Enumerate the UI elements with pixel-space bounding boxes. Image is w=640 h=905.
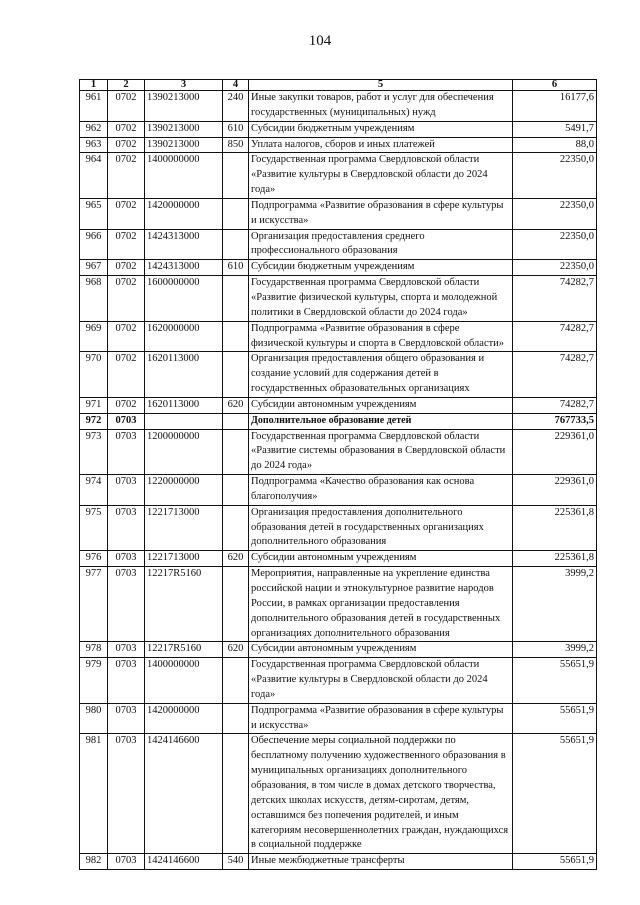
section-code-cell: 0702	[108, 276, 145, 322]
section-code-cell: 0702	[108, 198, 145, 229]
row-number-cell: 968	[80, 276, 108, 322]
expense-kind-cell: 620	[223, 551, 249, 567]
name-cell: Организация предоставления среднего профессионального образования	[249, 229, 513, 260]
table-row	[80, 229, 597, 260]
target-code-cell	[145, 413, 223, 429]
row-number-cell: 978	[80, 642, 108, 658]
column-header: 1	[80, 80, 108, 91]
expense-kind-cell	[223, 198, 249, 229]
table-row	[80, 397, 597, 413]
table-body	[80, 91, 597, 870]
expense-kind-cell	[223, 703, 249, 734]
amount-cell: 3999,2	[513, 642, 597, 658]
target-code-cell: 1424146600	[145, 734, 223, 854]
table-row	[80, 413, 597, 429]
row-number-cell: 963	[80, 137, 108, 153]
expense-kind-cell: 240	[223, 91, 249, 122]
target-code-cell: 1620113000	[145, 352, 223, 398]
expense-kind-cell: 620	[223, 642, 249, 658]
section-code-cell: 0702	[108, 260, 145, 276]
row-number-cell: 970	[80, 352, 108, 398]
amount-cell: 88,0	[513, 137, 597, 153]
column-header: 2	[108, 80, 145, 91]
amount-cell: 22350,0	[513, 153, 597, 199]
scan-speck	[157, 877, 158, 878]
column-header: 5	[249, 80, 513, 91]
name-cell: Подпрограмма «Развитие образования в сфере культуры и искусства»	[249, 703, 513, 734]
row-number-cell: 967	[80, 260, 108, 276]
table-row	[80, 567, 597, 642]
target-code-cell: 1600000000	[145, 276, 223, 322]
name-cell: Уплата налогов, сборов и иных платежей	[249, 137, 513, 153]
target-code-cell: 1221713000	[145, 551, 223, 567]
target-code-cell: 1400000000	[145, 658, 223, 704]
table-row	[80, 198, 597, 229]
amount-cell: 22350,0	[513, 229, 597, 260]
row-number-cell: 964	[80, 153, 108, 199]
row-number-cell: 982	[80, 854, 108, 870]
amount-cell: 74282,7	[513, 321, 597, 352]
amount-cell: 55651,9	[513, 854, 597, 870]
amount-cell: 225361,8	[513, 551, 597, 567]
name-cell: Субсидии автономным учреждениям	[249, 642, 513, 658]
expense-kind-cell	[223, 321, 249, 352]
table-row	[80, 658, 597, 704]
row-number-cell: 965	[80, 198, 108, 229]
section-code-cell: 0702	[108, 397, 145, 413]
amount-cell: 55651,9	[513, 734, 597, 854]
page-number: 104	[308, 33, 332, 49]
name-cell: Обеспечение меры социальной поддержки по бесплатному получению художественного образования в муниципальных организациях дополнительного образования, в том числе в домах детского творчества, детских школах искусств, детям-сиротам, детям, оставшимся без попечения родителей, и иным категориям несовершеннолетних граждан, нуждающихся в социальной поддержке	[249, 734, 513, 854]
section-code-cell: 0703	[108, 413, 145, 429]
table-row	[80, 642, 597, 658]
expense-kind-cell	[223, 276, 249, 322]
row-number-cell: 966	[80, 229, 108, 260]
target-code-cell: 12217R5160	[145, 642, 223, 658]
expense-kind-cell	[223, 505, 249, 551]
section-code-cell: 0703	[108, 734, 145, 854]
section-code-cell: 0703	[108, 658, 145, 704]
amount-cell: 229361,0	[513, 475, 597, 506]
section-code-cell: 0702	[108, 137, 145, 153]
section-code-cell: 0703	[108, 854, 145, 870]
name-cell: Подпрограмма «Развитие образования в сфере культуры и искусства»	[249, 198, 513, 229]
target-code-cell: 1424146600	[145, 854, 223, 870]
amount-cell: 3999,2	[513, 567, 597, 642]
table-row	[80, 260, 597, 276]
section-code-cell: 0703	[108, 551, 145, 567]
row-number-cell: 979	[80, 658, 108, 704]
section-code-cell: 0702	[108, 229, 145, 260]
section-code-cell: 0703	[108, 703, 145, 734]
table-row	[80, 551, 597, 567]
table-row	[80, 734, 597, 854]
target-code-cell: 1200000000	[145, 429, 223, 475]
amount-cell: 16177,6	[513, 91, 597, 122]
section-code-cell: 0703	[108, 475, 145, 506]
target-code-cell: 1620000000	[145, 321, 223, 352]
name-cell: Организация предоставления дополнительного образования детей в государственных организациях дополнительного образования	[249, 505, 513, 551]
table-row	[80, 703, 597, 734]
name-cell: Государственная программа Свердловской области «Развитие культуры в Свердловской области до 2024 года»	[249, 153, 513, 199]
target-code-cell: 1221713000	[145, 505, 223, 551]
target-code-cell: 1620113000	[145, 397, 223, 413]
amount-cell: 5491,7	[513, 121, 597, 137]
name-cell: Иные межбюджетные трансферты	[249, 854, 513, 870]
section-code-cell: 0702	[108, 153, 145, 199]
amount-cell: 55651,9	[513, 703, 597, 734]
expense-kind-cell: 620	[223, 397, 249, 413]
table-row	[80, 321, 597, 352]
table-row	[80, 429, 597, 475]
expense-kind-cell: 540	[223, 854, 249, 870]
table-row	[80, 153, 597, 199]
row-number-cell: 980	[80, 703, 108, 734]
section-code-cell: 0702	[108, 352, 145, 398]
name-cell: Государственная программа Свердловской области «Развитие физической культуры, спорта и молодежной политики в Свердловской области до 2024 года»	[249, 276, 513, 322]
amount-cell: 74282,7	[513, 276, 597, 322]
expense-kind-cell	[223, 229, 249, 260]
section-code-cell: 0702	[108, 321, 145, 352]
budget-table	[79, 79, 597, 870]
section-code-cell: 0703	[108, 567, 145, 642]
row-number-cell: 961	[80, 91, 108, 122]
table-row	[80, 276, 597, 322]
target-code-cell: 1390213000	[145, 91, 223, 122]
row-number-cell: 972	[80, 413, 108, 429]
row-number-cell: 973	[80, 429, 108, 475]
amount-cell: 55651,9	[513, 658, 597, 704]
expense-kind-cell	[223, 475, 249, 506]
table-row	[80, 352, 597, 398]
expense-kind-cell	[223, 429, 249, 475]
table-row	[80, 121, 597, 137]
name-cell: Подпрограмма «Качество образования как основа благополучия»	[249, 475, 513, 506]
amount-cell: 74282,7	[513, 397, 597, 413]
row-number-cell: 976	[80, 551, 108, 567]
table-header-row	[80, 80, 597, 91]
target-code-cell: 1400000000	[145, 153, 223, 199]
row-number-cell: 974	[80, 475, 108, 506]
section-code-cell: 0703	[108, 642, 145, 658]
expense-kind-cell	[223, 153, 249, 199]
target-code-cell: 1390213000	[145, 137, 223, 153]
table-row	[80, 91, 597, 122]
section-code-cell: 0702	[108, 91, 145, 122]
target-code-cell: 1424313000	[145, 260, 223, 276]
name-cell: Субсидии автономным учреждениям	[249, 551, 513, 567]
target-code-cell: 12217R5160	[145, 567, 223, 642]
target-code-cell: 1220000000	[145, 475, 223, 506]
expense-kind-cell	[223, 413, 249, 429]
column-header: 3	[145, 80, 223, 91]
expense-kind-cell: 610	[223, 121, 249, 137]
column-header: 4	[223, 80, 249, 91]
name-cell: Субсидии автономным учреждениям	[249, 397, 513, 413]
expense-kind-cell	[223, 352, 249, 398]
name-cell: Субсидии бюджетным учреждениям	[249, 260, 513, 276]
amount-cell: 767733,5	[513, 413, 597, 429]
name-cell: Дополнительное образование детей	[249, 413, 513, 429]
amount-cell: 22350,0	[513, 260, 597, 276]
row-number-cell: 962	[80, 121, 108, 137]
row-number-cell: 975	[80, 505, 108, 551]
amount-cell: 225361,8	[513, 505, 597, 551]
expense-kind-cell: 610	[223, 260, 249, 276]
table-row	[80, 137, 597, 153]
name-cell: Государственная программа Свердловской области «Развитие системы образования в Свердловской области до 2024 года»	[249, 429, 513, 475]
target-code-cell: 1420000000	[145, 703, 223, 734]
target-code-cell: 1420000000	[145, 198, 223, 229]
target-code-cell: 1424313000	[145, 229, 223, 260]
name-cell: Организация предоставления общего образования и создание условий для содержания детей в государственных образовательных организациях	[249, 352, 513, 398]
name-cell: Иные закупки товаров, работ и услуг для обеспечения государственных (муниципальных) нужд	[249, 91, 513, 122]
expense-kind-cell	[223, 567, 249, 642]
row-number-cell: 971	[80, 397, 108, 413]
expense-kind-cell: 850	[223, 137, 249, 153]
amount-cell: 229361,0	[513, 429, 597, 475]
expense-kind-cell	[223, 658, 249, 704]
row-number-cell: 981	[80, 734, 108, 854]
section-code-cell: 0703	[108, 505, 145, 551]
name-cell: Государственная программа Свердловской области «Развитие культуры в Свердловской области до 2024 года»	[249, 658, 513, 704]
amount-cell: 74282,7	[513, 352, 597, 398]
table-row	[80, 505, 597, 551]
amount-cell: 22350,0	[513, 198, 597, 229]
name-cell: Подпрограмма «Развитие образования в сфере физической культуры и спорта в Свердловской области»	[249, 321, 513, 352]
name-cell: Субсидии бюджетным учреждениям	[249, 121, 513, 137]
section-code-cell: 0702	[108, 121, 145, 137]
row-number-cell: 969	[80, 321, 108, 352]
section-code-cell: 0703	[108, 429, 145, 475]
table-row	[80, 475, 597, 506]
row-number-cell: 977	[80, 567, 108, 642]
target-code-cell: 1390213000	[145, 121, 223, 137]
column-header: 6	[513, 80, 597, 91]
table-row	[80, 854, 597, 870]
expense-kind-cell	[223, 734, 249, 854]
name-cell: Мероприятия, направленные на укрепление единства российской нации и этнокультурное развитие народов России, в рамках организации предоставления дополнительного образования детей в государственных организациях дополнительного образования	[249, 567, 513, 642]
